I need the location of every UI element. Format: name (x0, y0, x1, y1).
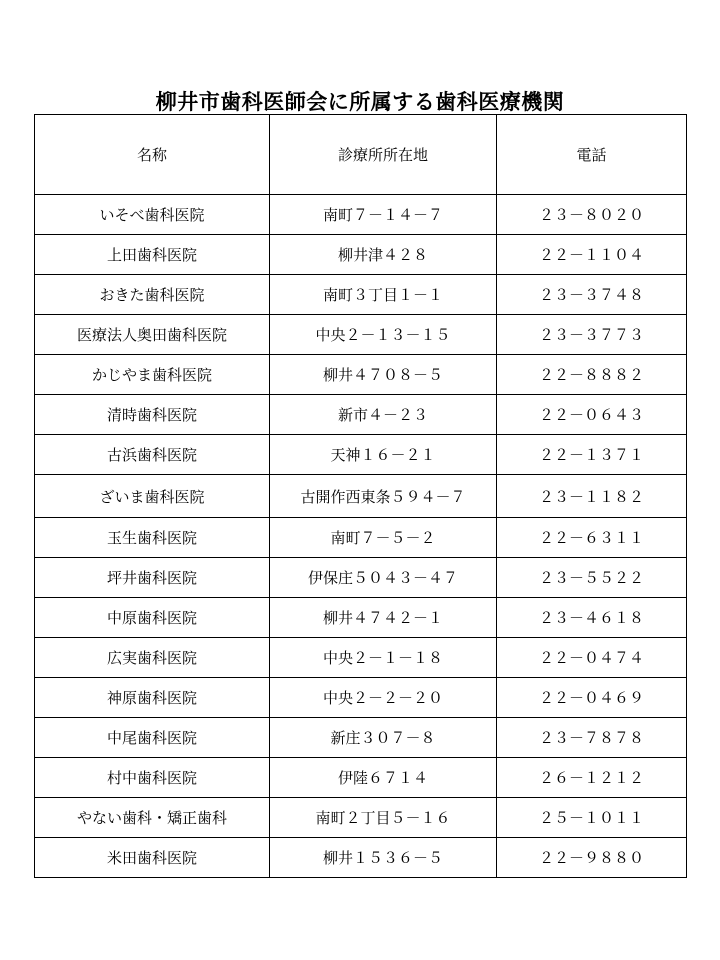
clinic-phone: ２３－１１８２ (497, 475, 687, 518)
clinic-phone: ２２－０６４３ (497, 395, 687, 435)
table-row (35, 758, 687, 798)
clinic-phone: ２３－３７７３ (497, 315, 687, 355)
clinic-name: 神原歯科医院 (35, 678, 270, 718)
table-row (35, 195, 687, 235)
clinic-address: 新市４－２３ (270, 395, 497, 435)
clinic-address: 古開作西東条５９４－７ (270, 475, 497, 518)
clinic-name: 坪井歯科医院 (35, 558, 270, 598)
document-title: 柳井市歯科医師会に所属する歯科医療機関 (155, 90, 565, 114)
table-row (35, 678, 687, 718)
clinic-address: 柳井４７４２－１ (270, 598, 497, 638)
table-header-row (35, 115, 687, 195)
clinic-phone: ２５－１０１１ (497, 798, 687, 838)
table-row (35, 798, 687, 838)
table-row (35, 718, 687, 758)
table-row (35, 475, 687, 518)
clinic-address: 南町７－１４－７ (270, 195, 497, 235)
table-row (35, 435, 687, 475)
table-row (35, 275, 687, 315)
table-row (35, 355, 687, 395)
clinic-address: 伊保庄５０４３－４７ (270, 558, 497, 598)
clinic-phone: ２２－０４６９ (497, 678, 687, 718)
clinic-name: 玉生歯科医院 (35, 518, 270, 558)
clinic-address: 柳井津４２８ (270, 235, 497, 275)
clinic-address: 南町２丁目５－１６ (270, 798, 497, 838)
table-row (35, 395, 687, 435)
clinic-phone: ２２－６３１１ (497, 518, 687, 558)
header-phone: 電話 (497, 115, 687, 195)
clinic-phone: ２３－４６１８ (497, 598, 687, 638)
clinic-address: 中央２－１３－１５ (270, 315, 497, 355)
clinic-name: 医療法人奥田歯科医院 (35, 315, 270, 355)
clinic-name: ざいま歯科医院 (35, 475, 270, 518)
clinic-address: 南町３丁目１－１ (270, 275, 497, 315)
clinic-phone: ２３－３７４８ (497, 275, 687, 315)
clinic-phone: ２３－５５２２ (497, 558, 687, 598)
clinic-phone: ２２－１３７１ (497, 435, 687, 475)
clinic-phone: ２６－１２１２ (497, 758, 687, 798)
clinic-phone: ２３－８０２０ (497, 195, 687, 235)
clinic-phone: ２３－７８７８ (497, 718, 687, 758)
table-row (35, 638, 687, 678)
table-row (35, 518, 687, 558)
clinic-address: 伊陸６７１４ (270, 758, 497, 798)
clinic-name: 広実歯科医院 (35, 638, 270, 678)
clinic-name: やない歯科・矯正歯科 (35, 798, 270, 838)
clinic-address: 柳井４７０８－５ (270, 355, 497, 395)
clinic-name: いそべ歯科医院 (35, 195, 270, 235)
clinic-name: 中尾歯科医院 (35, 718, 270, 758)
clinic-name: おきた歯科医院 (35, 275, 270, 315)
table-row (35, 838, 687, 878)
clinic-address: 中央２－１－１８ (270, 638, 497, 678)
table-row (35, 598, 687, 638)
clinic-phone: ２２－１１０４ (497, 235, 687, 275)
table-row (35, 315, 687, 355)
clinic-address: 南町７－５－２ (270, 518, 497, 558)
table-row (35, 558, 687, 598)
clinic-name: 上田歯科医院 (35, 235, 270, 275)
clinic-address: 柳井１５３６－５ (270, 838, 497, 878)
header-name: 名称 (35, 115, 270, 195)
clinic-name: 村中歯科医院 (35, 758, 270, 798)
clinic-address: 天神１６－２１ (270, 435, 497, 475)
clinic-name: 古浜歯科医院 (35, 435, 270, 475)
clinic-name: かじやま歯科医院 (35, 355, 270, 395)
clinic-name: 中原歯科医院 (35, 598, 270, 638)
clinic-phone: ２２－０４７４ (497, 638, 687, 678)
table-row (35, 235, 687, 275)
clinic-phone: ２２－９８８０ (497, 838, 687, 878)
clinic-address: 中央２－２－２０ (270, 678, 497, 718)
clinic-address: 新庄３０７－８ (270, 718, 497, 758)
clinic-name: 清時歯科医院 (35, 395, 270, 435)
clinic-name: 米田歯科医院 (35, 838, 270, 878)
clinic-phone: ２２－８８８２ (497, 355, 687, 395)
clinic-table (34, 114, 687, 878)
header-address: 診療所所在地 (270, 115, 497, 195)
